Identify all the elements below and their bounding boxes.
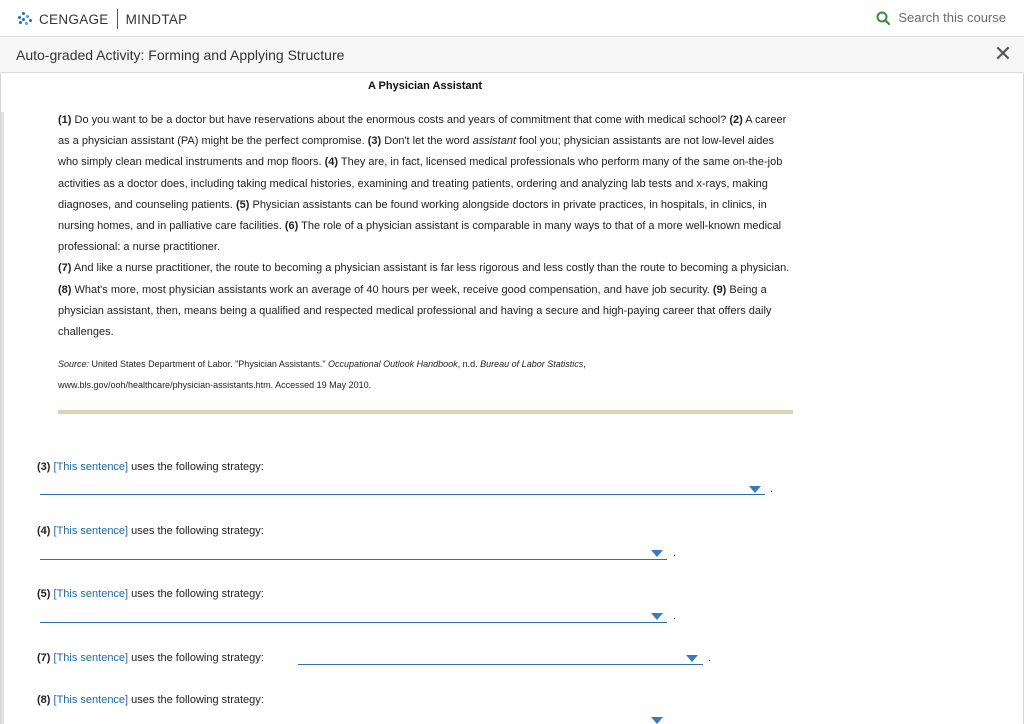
activity-title-bar <box>0 36 1024 73</box>
sentence-text: They are, in fact, licensed medical professionals who perform many of the same on-the-job activities as a doctor does, including taking medical histories, examining and treating patients, ordering and analyzing lab tests and x-rays, making diagnoses, and counseling patients. <box>58 156 783 211</box>
question-prompt: uses the following strategy: <box>128 694 264 706</box>
chevron-down-icon[interactable] <box>651 550 663 557</box>
source-publisher: Bureau of Labor Statistics <box>480 359 584 369</box>
chevron-down-icon[interactable] <box>686 655 698 662</box>
sentence-text: Don't let the word assistant fool you; physician assistants are not low-level aides who simply clean medical instruments and mop floors. <box>58 135 775 169</box>
source-publication: Occupational Outlook Handbook <box>328 359 458 369</box>
sentence-text: And like a nurse practitioner, the route to becoming a physician assistant is far less rigorous and less costly than the route to becoming a physician. <box>71 262 790 275</box>
source-text: , <box>583 359 586 369</box>
sentence-number: (6) <box>284 220 299 233</box>
question-sentence-5 <box>37 588 264 600</box>
cengage-logo-icon <box>16 10 34 28</box>
question-prompt: uses the following strategy: <box>128 652 264 664</box>
cengage-logo[interactable] <box>16 9 187 29</box>
article-source <box>58 354 796 396</box>
sentence-text: What's more, most physician assistants work an average of 40 hours per week, receive good compensation, and have job security. <box>71 283 713 296</box>
question-number: (3) <box>37 461 51 473</box>
sentence-number: (4) <box>324 156 339 169</box>
top-header <box>0 0 1024 36</box>
dropdown-line <box>40 494 765 495</box>
sentence-number: (8) <box>58 283 72 296</box>
sentence-link[interactable]: [This sentence] <box>53 652 129 664</box>
question-sentence-4 <box>37 525 264 537</box>
sentence-number: (2) <box>729 114 743 126</box>
question-sentence-3 <box>37 461 264 473</box>
chevron-down-icon[interactable] <box>651 613 663 620</box>
frame-edge <box>1 112 4 724</box>
sentence-number: (1) <box>58 114 72 126</box>
sentence-text: A career as a physician assistant (PA) might be the perfect compromise. <box>58 114 787 148</box>
sentence-period: . <box>770 483 774 495</box>
search-icon <box>876 11 890 25</box>
source-text: United States Department of Labor. "Physician Assistants." <box>89 359 329 369</box>
question-prompt: uses the following strategy: <box>128 525 264 537</box>
section-divider <box>58 410 793 414</box>
sentence-number: (5) <box>235 198 250 211</box>
sentence-text: Being a physician assistant, then, means being a qualified and respected medical professional and having a secure and high-paying career that offers daily challenges. <box>58 283 772 339</box>
question-number: (7) <box>37 652 51 664</box>
source-url: www.bls.gov/ooh/healthcare/physician-assistants.htm. Accessed 19 May 2010. <box>58 380 372 390</box>
dropdown-line <box>40 559 667 560</box>
source-text: , n.d. <box>457 359 481 369</box>
chevron-down-icon[interactable] <box>749 486 761 493</box>
sentence-link[interactable]: [This sentence] <box>53 588 129 600</box>
product-name: MINDTAP <box>125 11 188 27</box>
sentence-link[interactable]: [This sentence] <box>53 525 129 537</box>
sentence-number: (9) <box>712 283 727 296</box>
question-sentence-7 <box>37 652 264 664</box>
activity-content <box>0 74 1024 724</box>
course-search[interactable] <box>876 10 1006 25</box>
brand-name: CENGAGE <box>39 11 109 27</box>
question-sentence-8 <box>37 694 264 706</box>
sentence-text: Do you want to be a doctor but have reservations about the enormous costs and years of commitment that come with medical school? <box>71 114 730 126</box>
search-label: Search this course <box>898 10 1006 25</box>
dropdown-line <box>40 622 667 623</box>
sentence-number: (7) <box>58 262 72 275</box>
sentence-link[interactable]: [This sentence] <box>53 461 129 473</box>
sentence-period: . <box>708 652 712 664</box>
sentence-period: . <box>673 610 677 622</box>
source-label: Source: <box>58 359 90 369</box>
sentence-text: Physician assistants can be found working alongside doctors in private practices, in hospitals, in clinics, in nursing homes, and in palliative care facilities. <box>58 198 767 233</box>
chevron-down-icon[interactable] <box>651 717 663 724</box>
sentence-link[interactable]: [This sentence] <box>53 694 129 706</box>
question-prompt: uses the following strategy: <box>128 461 264 473</box>
sentence-number: (3) <box>367 135 382 148</box>
article-title: A Physician Assistant <box>367 80 483 92</box>
question-number: (4) <box>37 525 51 537</box>
dropdown-line <box>298 664 703 665</box>
sentence-period: . <box>673 547 677 559</box>
question-number: (5) <box>37 588 51 600</box>
article-passage <box>58 110 796 343</box>
question-number: (8) <box>37 694 51 706</box>
sentence-text: The role of a physician assistant is comparable in many ways to that of a more well-known medical professional: a nurse practitioner. <box>58 220 782 254</box>
close-icon[interactable]: ✕ <box>993 41 1013 66</box>
activity-title: Auto-graded Activity: Forming and Applying Structure <box>16 47 345 63</box>
question-prompt: uses the following strategy: <box>128 588 264 600</box>
logo-separator <box>117 9 118 29</box>
